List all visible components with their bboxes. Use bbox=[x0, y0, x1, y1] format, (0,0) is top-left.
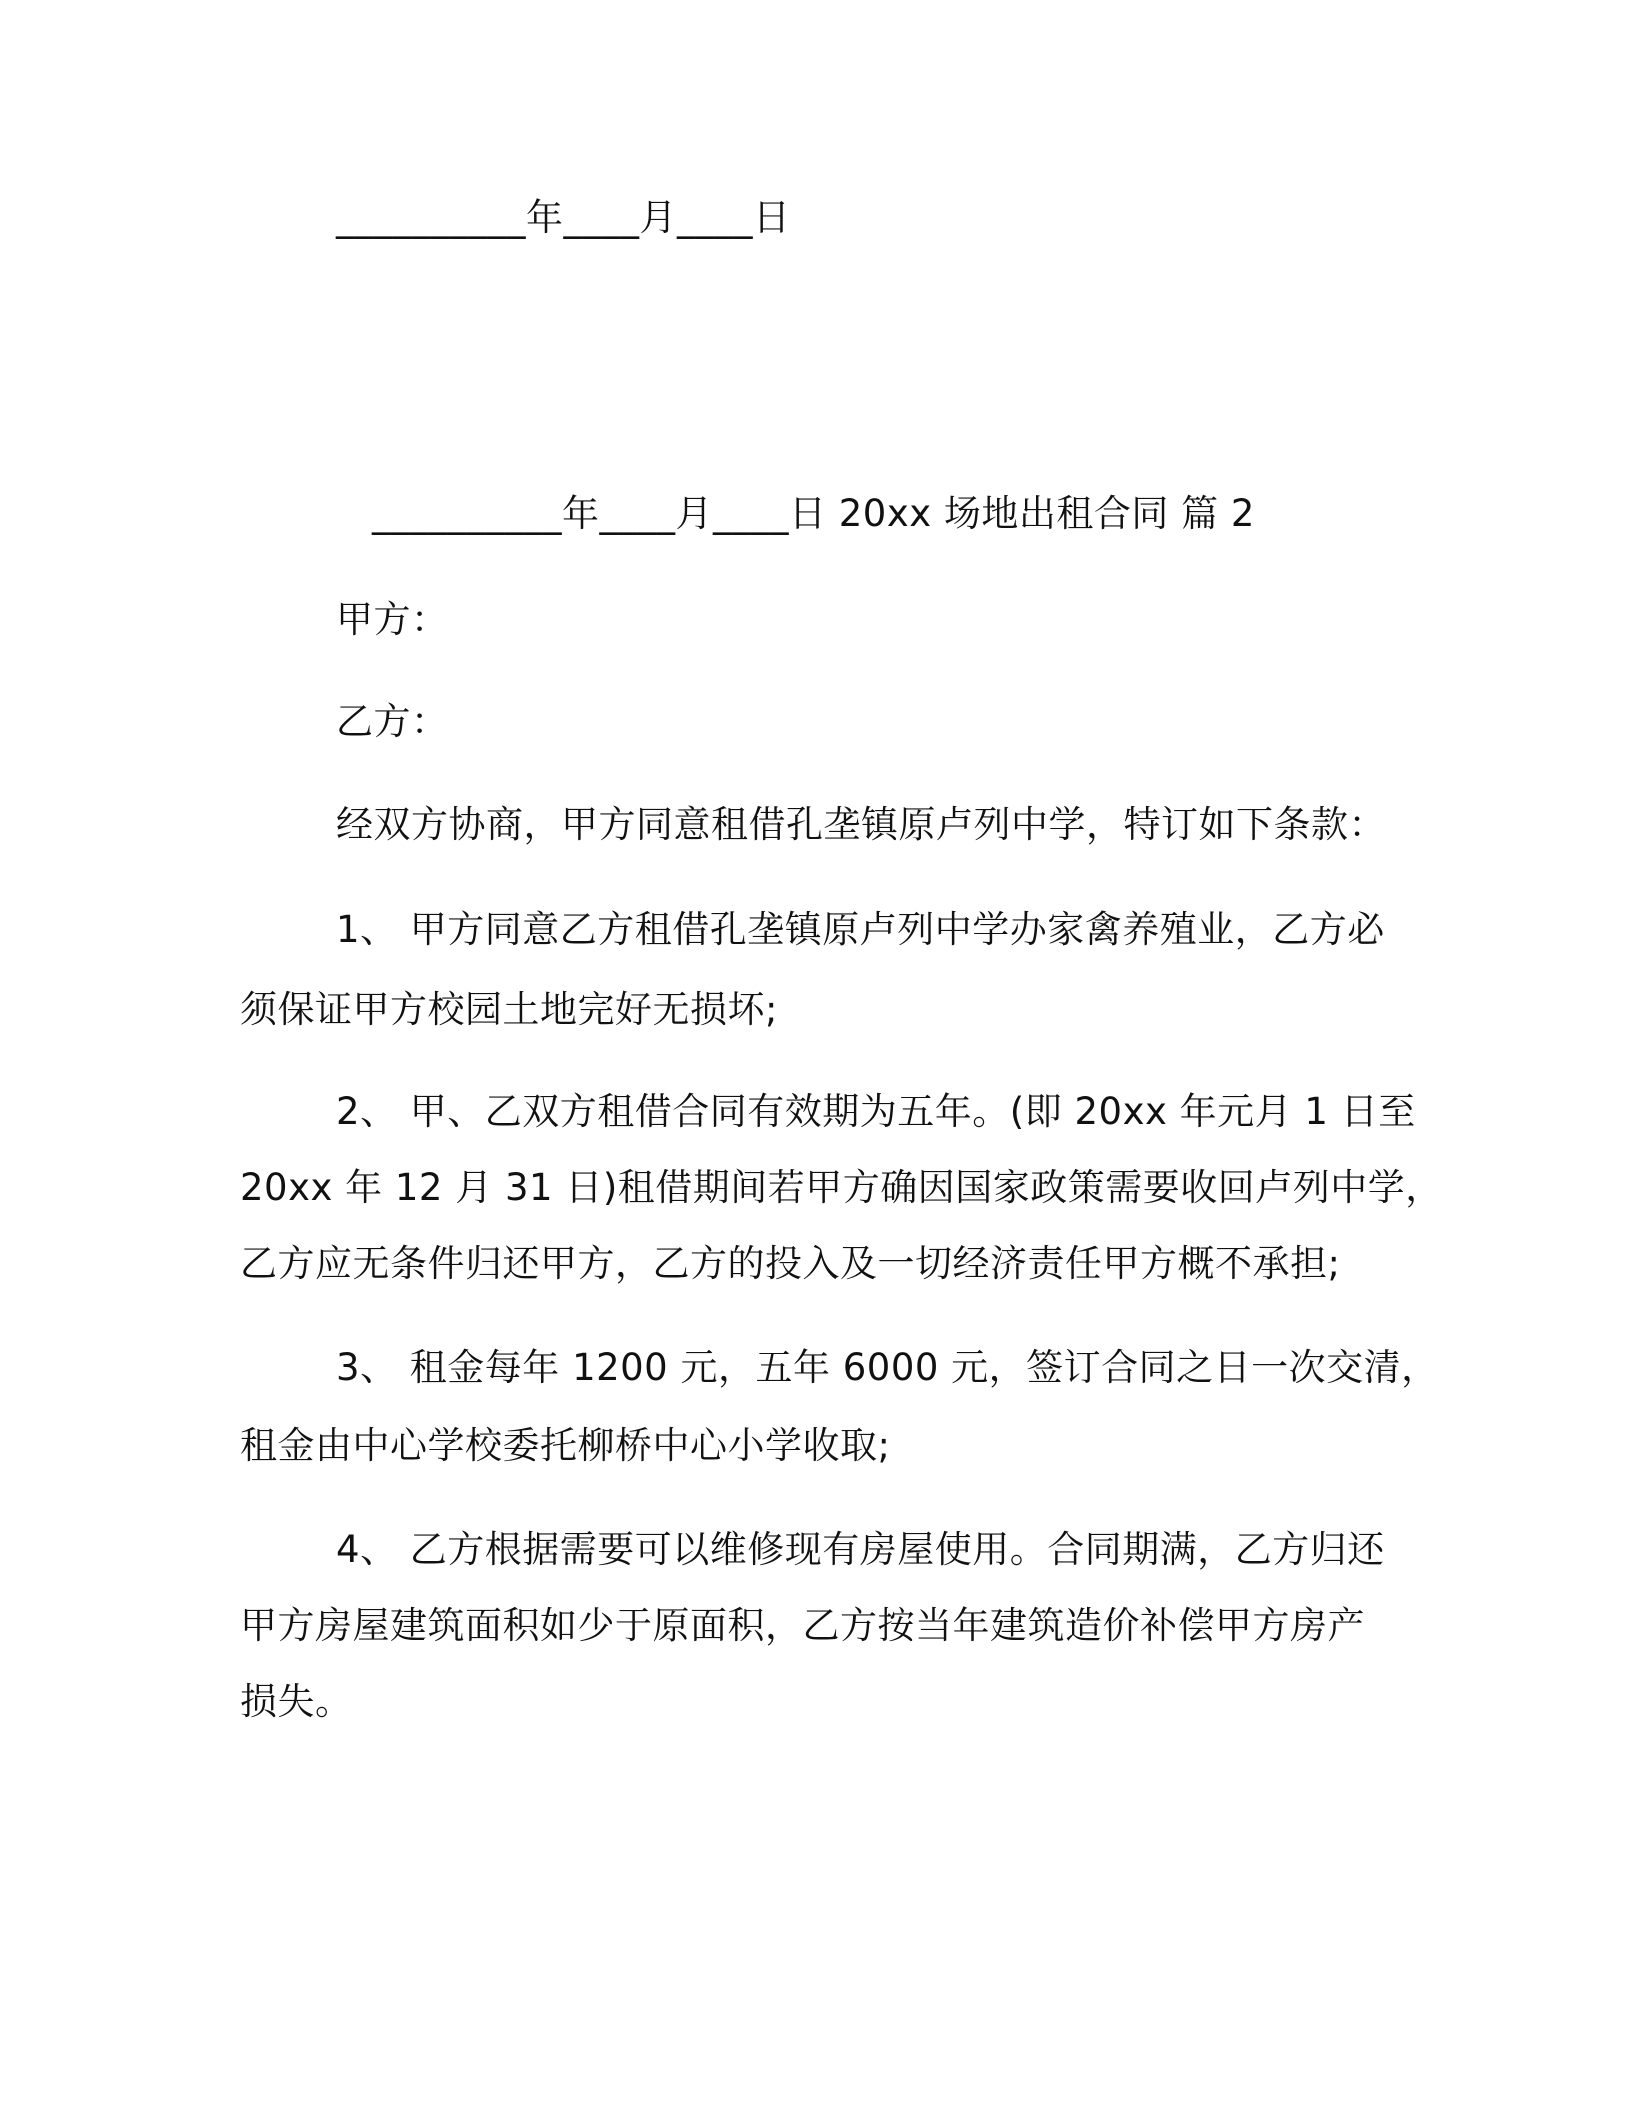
clause-line: 损失。 bbox=[240, 1680, 353, 1723]
clause-line: 3、 租金每年 1200 元，五年 6000 元，签订合同之日一次交清， bbox=[336, 1346, 1439, 1389]
clause-line: 1、 甲方同意乙方租借孔垄镇原卢列中学办家禽养殖业，乙方必 bbox=[336, 908, 1385, 951]
clause-line: 租金由中心学校委托柳桥中心小学收取; bbox=[240, 1424, 891, 1467]
party-b-label: 乙方： bbox=[336, 700, 449, 743]
intro-paragraph: 经双方协商，甲方同意租借孔垄镇原卢列中学，特订如下条款： bbox=[336, 803, 1386, 846]
clause-line: 须保证甲方校园土地完好无损坏; bbox=[240, 988, 778, 1031]
clause-line: 4、 乙方根据需要可以维修现有房屋使用。合同期满，乙方归还 bbox=[336, 1528, 1385, 1571]
clause-line: 乙方应无条件归还甲方，乙方的投入及一切经济责任甲方概不承担; bbox=[240, 1242, 1341, 1285]
date-line: __________年____月____日 bbox=[336, 196, 791, 239]
clause-line: 甲方房屋建筑面积如少于原面积，乙方按当年建筑造价补偿甲方房产 bbox=[240, 1604, 1365, 1647]
party-a-label: 甲方： bbox=[336, 598, 449, 641]
clause-line: 20xx 年 12 月 31 日)租借期间若甲方确因国家政策需要收回卢列中学， bbox=[240, 1166, 1443, 1209]
clause-line: 2、 甲、乙双方租借合同有效期为五年。(即 20xx 年元月 1 日至 bbox=[336, 1090, 1416, 1133]
section-heading: __________年____月____日 20xx 场地出租合同 篇 2 bbox=[372, 492, 1255, 535]
